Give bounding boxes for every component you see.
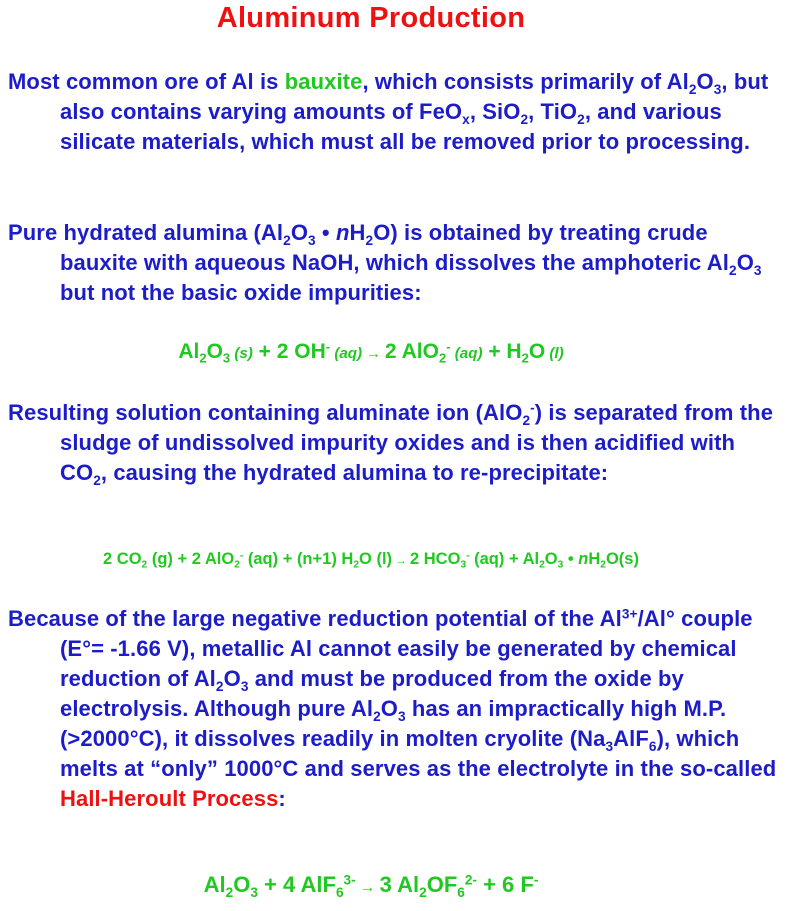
bauxite-term: bauxite	[284, 69, 363, 94]
paragraph-electrolysis: Because of the large negative reduction potential of the $Al^{3+}/Al^\circ$ couple (E°= -1.66 V), metallic Al cannot easily be generated by chemical reduction of $Al_2O_3$ and must be produced from the oxide by electrolysis. Although pure $Al_2O_3$ has an impractically high M.P. (>2000°C), it dissolves readily in molten cryolite $(Na_3AlF_6)$, which melts at “only” 1000°C and serves as the electrolyte in the so-called Hall-Heroult Process:	[8, 606, 777, 811]
hall-heroult-term: Hall-Heroult Process	[60, 786, 279, 811]
equation-cryolite: $Al_2O_3 + 4$ AlF$_6^{3-}$ → 3 $Al_2OF_6^{2-} + 6$ F-	[203, 872, 539, 900]
equation-precipitation: 2 $CO_2$ (g) + 2 AlO$_2$- (aq) + (n+1) $H_2O$ (l) → 2 $HCO_3^-$ $(aq) + Al_2O_3$ • $nH_2O(s)$	[103, 550, 639, 571]
paragraph-hydrated-alumina: Pure hydrated alumina ($Al_2O_3$ • $nH_2O$) is obtained by treating crude bauxite with aqueous NaOH, which dissolves the amphoteric $Al_2O_3$ but not the basic oxide impurities:	[8, 220, 762, 305]
paragraph-bauxite: Most common ore of Al is bauxite, which consists primarily of $Al_2O_3$, but also contains varying amounts of FeO$_x$, SiO$_2$, TiO$_2$, and various silicate materials, which must all be removed prior to processing.	[8, 69, 769, 154]
paragraph-aluminate: Resulting solution containing aluminate ion (AlO$_2$-) is separated from the sludge of undissolved impurity oxides and is then acidified with $CO_2$, causing the hydrated alumina to re-precipitate:	[8, 400, 774, 488]
equation-dissolution: $Al_2O_3$ (s) + 2 OH- (aq) → 2 AlO$_2$- $(aq) + H_2O$ (l)	[178, 338, 564, 366]
page-title: Aluminum Production	[216, 2, 526, 34]
